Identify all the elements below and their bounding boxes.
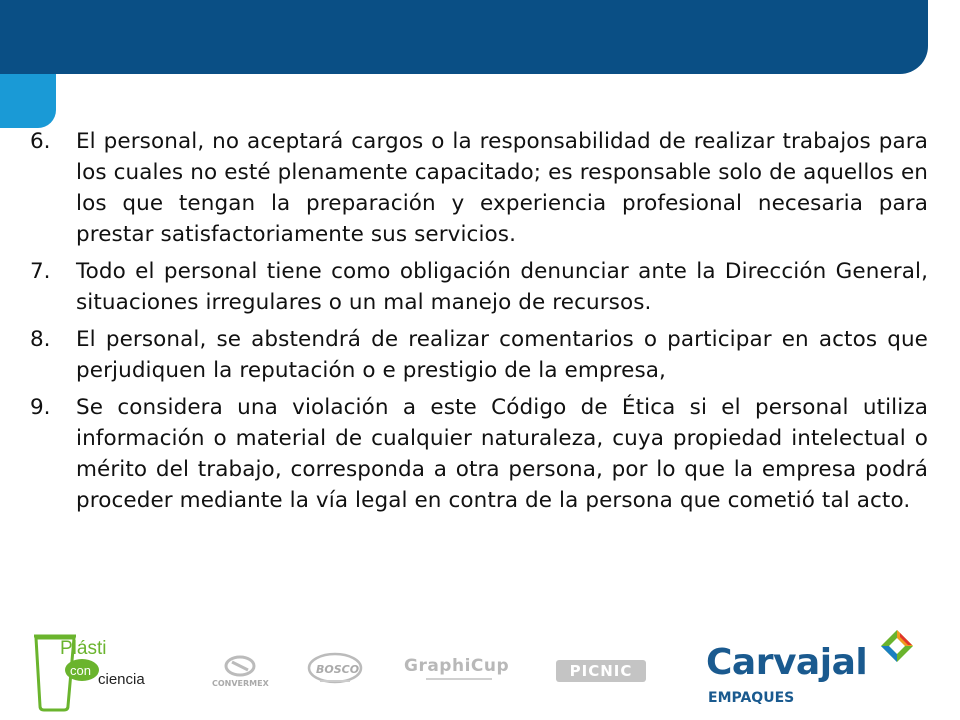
list-item bbox=[30, 256, 928, 318]
carvajal-name: Carvajal bbox=[706, 642, 868, 683]
graphicup-logo: GraphiCup bbox=[404, 656, 510, 676]
bosco-text: BOSCO bbox=[316, 663, 360, 676]
graphicup-tagline-line bbox=[426, 678, 492, 680]
list-item bbox=[30, 392, 928, 516]
plasticonciencia-logo bbox=[30, 626, 170, 712]
ethics-list bbox=[30, 126, 928, 522]
list-item-number: 6. bbox=[30, 129, 51, 154]
picnic-text: PICNIC bbox=[569, 662, 633, 680]
list-item-text: El personal, se abstendrá de realizar comentarios o participar en actos que perjudiquen la reputación o e prestigio de la empresa, bbox=[76, 327, 928, 383]
list-item-number: 7. bbox=[30, 259, 51, 284]
list-item-number: 9. bbox=[30, 395, 51, 420]
plasti-con: con bbox=[70, 663, 91, 678]
convermex-logo bbox=[210, 652, 274, 692]
plasti-ciencia: ciencia bbox=[98, 671, 145, 688]
plasti-title: Plásti bbox=[60, 638, 107, 659]
carvajal-mark-icon bbox=[878, 628, 916, 668]
header-accent-tab bbox=[0, 74, 56, 128]
carvajal-sub: EMPAQUES bbox=[708, 690, 795, 706]
list-item-text: Todo el personal tiene como obligación denunciar ante la Dirección General, situaciones irregulares o un mal manejo de recursos. bbox=[76, 259, 928, 315]
convermex-text: CONVERMEX bbox=[212, 679, 269, 688]
list-item bbox=[30, 126, 928, 250]
list-item-text: El personal, no aceptará cargos o la responsabilidad de realizar trabajos para los cuales no esté plenamente capacitado; es responsable solo de aquellos en los que tengan la preparación y experiencia profesional necesaria para prestar satisfactoriamente sus servicios. bbox=[76, 129, 928, 247]
list-item bbox=[30, 324, 928, 386]
picnic-logo bbox=[556, 660, 646, 682]
list-item-text: Se considera una violación a este Código de Ética si el personal utiliza información o material de cualquier naturaleza, cuya propiedad intelectual o mérito del trabajo, corresponda a otra persona, por lo que la empresa podrá proceder mediante la vía legal en contra de la persona que cometió tal acto. bbox=[76, 395, 928, 513]
header-band bbox=[0, 0, 928, 74]
footer-logos bbox=[0, 622, 960, 720]
list-item-number: 8. bbox=[30, 327, 51, 352]
bosco-logo bbox=[306, 652, 364, 688]
carvajal-logo bbox=[706, 628, 926, 716]
